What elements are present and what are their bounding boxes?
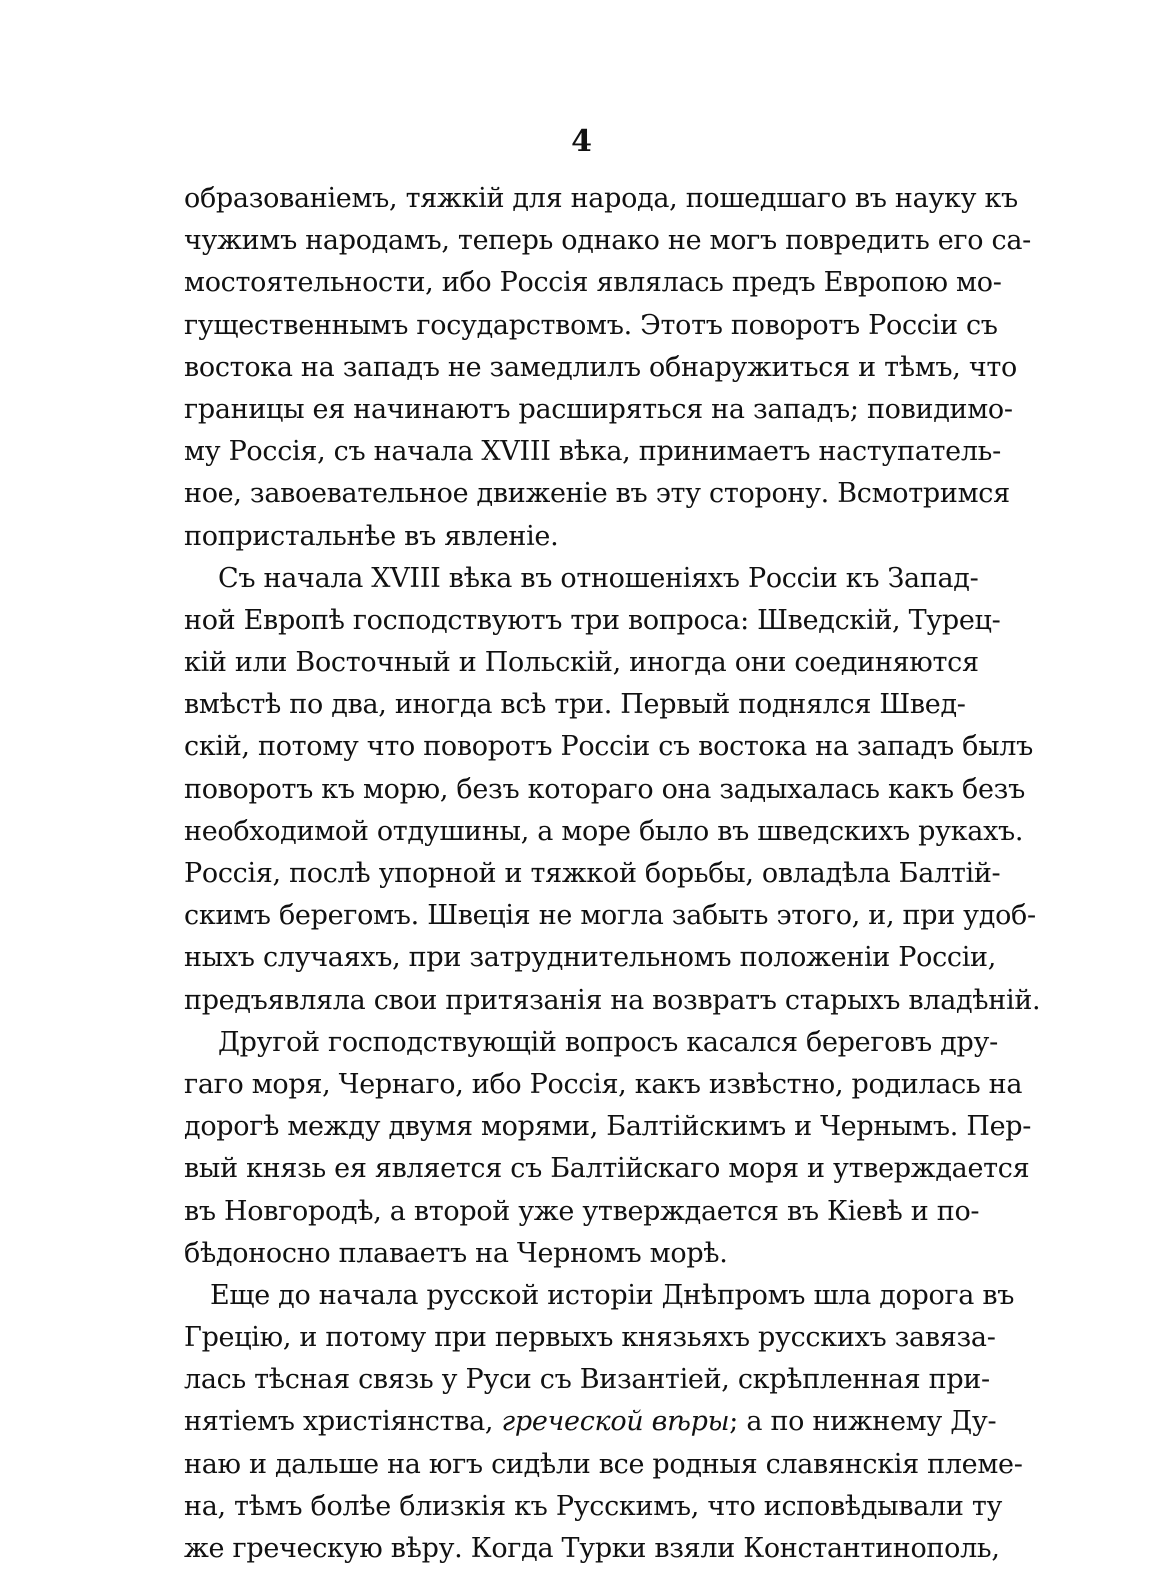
text-line: попристальнѣе въ явленіе. (184, 520, 559, 552)
text-line: наю и дальше на югъ сидѣли все родныя славянскія племе- (184, 1448, 1023, 1480)
text-segment: ; а по нижнему Ду- (729, 1406, 997, 1438)
text-segment: нятіемъ христіянства, (184, 1406, 494, 1438)
text-line: лась тѣсная связь у Руси съ Византіей, скрѣпленная при- (184, 1364, 990, 1396)
text-line: чужимъ народамъ, теперь однако не могъ повредить его са- (184, 225, 1031, 257)
text-line: кій или Восточный и Польскій, иногда они соединяются (184, 647, 979, 679)
paragraph-first-line: Еще до начала русской исторіи Днѣпромъ шла дорога въ (210, 1279, 1015, 1311)
page-number: 4 (571, 124, 592, 159)
text-line: мостоятельности, ибо Россія являлась предъ Европою мо- (184, 267, 1002, 299)
paragraph-first-line: Съ начала XVIII вѣка въ отношеніяхъ Россіи къ Запад- (218, 562, 979, 594)
text-line: вмѣстѣ по два, иногда всѣ три. Первый поднялся Швед- (184, 689, 966, 721)
paragraph-first-line: Другой господствующій вопросъ касался береговъ дру- (218, 1026, 998, 1058)
text-line: предъявляла свои притязанія на возвратъ старыхъ владѣній. (184, 984, 1041, 1016)
text-line: поворотъ къ морю, безъ котораго она задыхалась какъ безъ (184, 773, 1025, 805)
text-line: гущественнымъ государствомъ. Этотъ поворотъ Россіи съ (184, 309, 998, 341)
text-line: Грецію, и потому при первыхъ князьяхъ русскихъ завяза- (184, 1322, 996, 1354)
text-line: Россія, послѣ упорной и тяжкой борьбы, овладѣла Балтій- (184, 858, 1001, 889)
text-line: образованіемъ, тяжкій для народа, пошедшаго въ науку къ (184, 183, 1018, 214)
text-line: ное, завоевательное движеніе въ эту сторону. Всмотримся (184, 478, 1010, 510)
text-line: му Россія, съ начала XVIII вѣка, принимаетъ наступатель- (184, 436, 1001, 468)
italic-phrase: греческой вѣры (501, 1406, 730, 1438)
text-line: ныхъ случаяхъ, при затруднительномъ положеніи Россіи, (184, 942, 997, 974)
text-line: границы ея начинаютъ расширяться на западъ; повидимо- (184, 393, 1013, 425)
text-line: ной Европѣ господствуютъ три вопроса: Шведскій, Турец- (184, 604, 1001, 636)
text-line: скимъ берегомъ. Швеція не могла забыть этого, и, при удоб- (184, 900, 1036, 932)
text-line: вый князь ея является съ Балтійскаго моря и утверждается (184, 1153, 1030, 1185)
text-line: дорогѣ между двумя морями, Балтійскимъ и Чернымъ. Пер- (184, 1111, 1032, 1143)
text-line-with-italic (184, 1401, 997, 1443)
text-line: на, тѣмъ болѣе близкія къ Русскимъ, что исповѣдывали ту (184, 1490, 1003, 1522)
body-text (184, 178, 1041, 1570)
text-line: бѣдоносно плаваетъ на Черномъ морѣ. (184, 1237, 728, 1269)
text-line: же греческую вѣру. Когда Турки взяли Константинополь, (184, 1533, 1000, 1564)
text-line: скій, потому что поворотъ Россіи съ востока на западъ былъ (184, 731, 1034, 763)
text-line: въ Новгородѣ, а второй уже утверждается въ Кіевѣ и по- (184, 1195, 980, 1227)
text-line: необходимой отдушины, а море было въ шведскихъ рукахъ. (184, 815, 1024, 847)
text-line: гаго моря, Чернаго, ибо Россія, какъ извѣстно, родилась на (184, 1068, 1023, 1100)
text-line: востока на западъ не замедлилъ обнаружиться и тѣмъ, что (184, 351, 1018, 383)
